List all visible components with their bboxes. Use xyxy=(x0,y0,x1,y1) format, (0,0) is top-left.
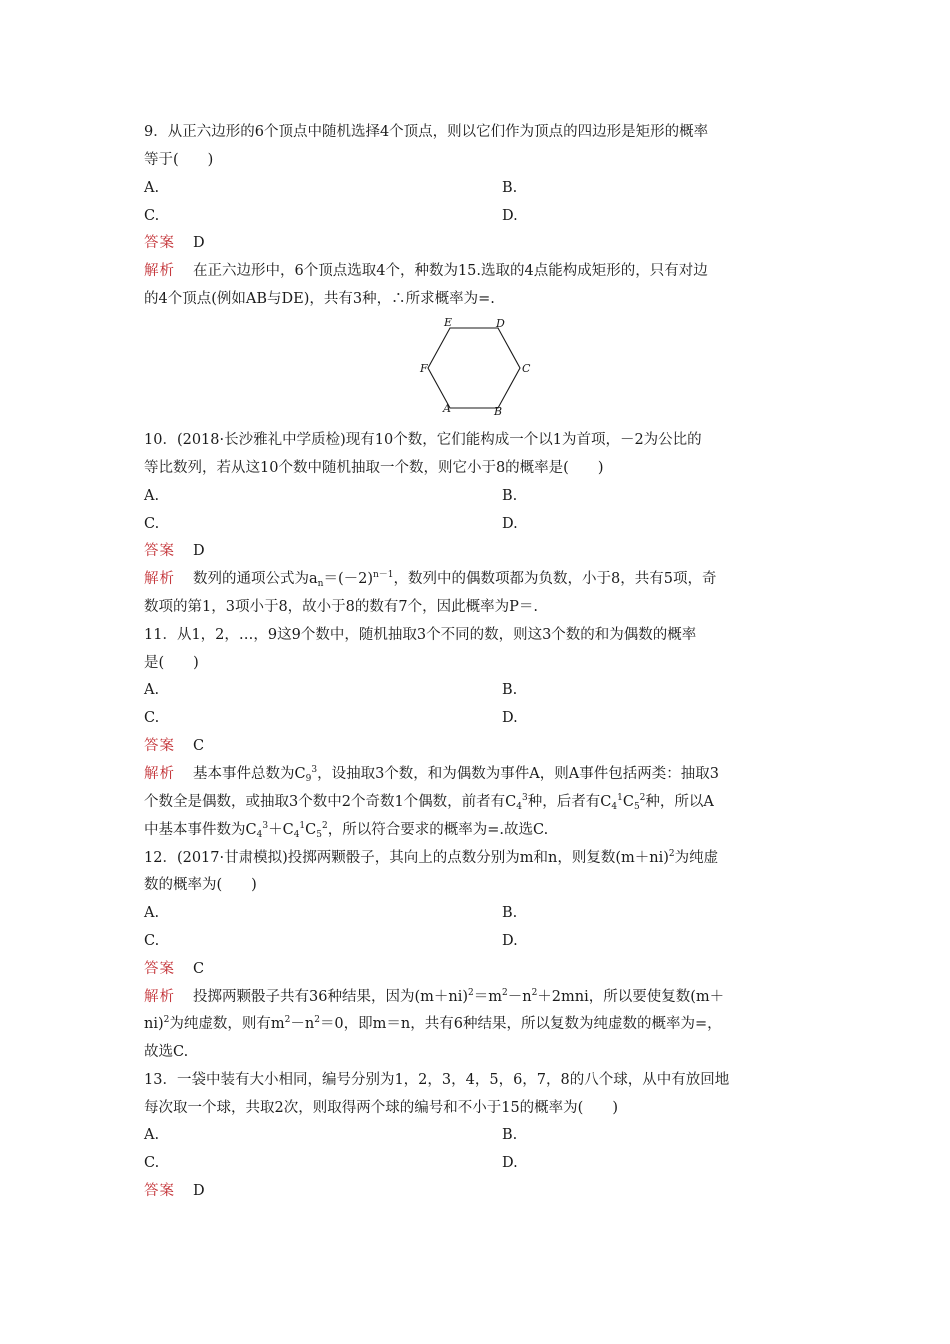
q9-answer: D xyxy=(193,235,205,251)
q11-analysis-line3 xyxy=(144,819,548,841)
q11-a2-sub2: 4 xyxy=(611,802,618,812)
q11-a1-pre: 基本事件总数为C xyxy=(193,766,306,782)
q13-option-b: B. xyxy=(502,1127,518,1143)
q10-option-d: D. xyxy=(502,516,518,532)
q9-analysis-text1: 在正六边形中，6个顶点选取4个，种数为15.选取的4点能构成矩形的，只有对边 xyxy=(193,263,708,279)
q12-stem-line1 xyxy=(144,847,718,869)
q12-a1-mid2: －n xyxy=(507,989,532,1005)
q11-a2-sup3: 2 xyxy=(639,793,646,803)
q11-a3-sub3: 5 xyxy=(316,830,322,840)
q11-stem-line1: 11．从1，2，…，9这9个数中，随机抽取3个不同的数，则这3个数的和为偶数的概率 xyxy=(144,627,697,643)
q12-a1-sup3: 2 xyxy=(531,988,538,998)
q11-option-d: D. xyxy=(502,710,518,726)
q13-answer: D xyxy=(193,1183,205,1199)
q11-a3-c: C xyxy=(305,822,317,838)
q11-a2-pre: 个数全是偶数，或抽取3个数中2个奇数1个偶数，前者有C xyxy=(144,794,517,810)
q12-analysis-line2 xyxy=(144,1013,722,1035)
q12-a1-post: ＋2mni，所以要使复数(m＋ xyxy=(537,989,725,1005)
q11-answer-row xyxy=(144,735,204,757)
q11-answer: C xyxy=(193,738,205,754)
q9-answer-row xyxy=(144,232,205,254)
hex-label-e: E xyxy=(444,316,453,329)
q9-analysis-line1 xyxy=(144,260,708,282)
q12-l1-pre: 12．(2017·甘肃模拟)投掷两颗骰子，其向上的点数分别为m和n，则复数(m＋ni) xyxy=(144,850,669,866)
q11-a3-pre: 中基本事件数为C xyxy=(144,822,257,838)
q12-analysis-line3: 故选C. xyxy=(144,1044,189,1060)
q10-analysis-line1 xyxy=(144,568,716,590)
q10-stem-line1: 10．(2018·长沙雅礼中学质检)现有10个数，它们能构成一个以1为首项，－2为公比的 xyxy=(144,432,702,448)
q13-option-a: A. xyxy=(144,1127,160,1143)
q11-a3-plus: ＋C xyxy=(268,822,294,838)
q13-answer-row xyxy=(144,1180,205,1202)
analysis-label: 解析 xyxy=(144,989,175,1005)
q12-a2-sup1: 2 xyxy=(163,1015,170,1025)
q11-analysis-line1 xyxy=(144,763,719,785)
analysis-label: 解析 xyxy=(144,766,175,782)
q12-a1-mid: ＝m xyxy=(473,989,502,1005)
q11-option-b: B. xyxy=(502,682,518,698)
q10-answer-row xyxy=(144,540,205,562)
q9-option-b: B. xyxy=(502,180,518,196)
q12-a2-sup2: 2 xyxy=(284,1015,291,1025)
q12-a2-post: ＝0，即m＝n，共有6种结果，所以复数为纯虚数的概率为=， xyxy=(319,1016,722,1032)
q12-option-c: C. xyxy=(144,933,160,949)
q11-a2-sup2: 1 xyxy=(617,793,623,803)
analysis-label: 解析 xyxy=(144,263,175,279)
q9-option-a: A. xyxy=(144,180,160,196)
hex-label-d: D xyxy=(496,317,505,330)
hexagon-shape xyxy=(428,328,520,408)
q11-a3-sub2: 4 xyxy=(293,830,300,840)
q12-a2-mid: 为纯虚数，则有m xyxy=(169,1016,285,1032)
q12-a1-sup1: 2 xyxy=(468,988,474,998)
q11-option-a: A. xyxy=(144,682,160,698)
q11-a1-sub: 9 xyxy=(305,774,312,784)
q10-a1-post: ，数列中的偶数项都为负数，小于8，共有5项，奇 xyxy=(393,571,717,587)
q11-a1-sup: 3 xyxy=(311,765,318,775)
q9-analysis-line2: 的4个顶点(例如AB与DE)，共有3种，∴所求概率为=. xyxy=(144,291,495,307)
q10-stem-line2: 等比数列，若从这10个数中随机抽取一个数，则它小于8的概率是( ) xyxy=(144,460,604,476)
q12-analysis-line1 xyxy=(144,986,724,1008)
q11-option-c: C. xyxy=(144,710,160,726)
q11-a2-sup1: 3 xyxy=(522,793,528,803)
q10-a1-pre: 数列的通项公式为a xyxy=(193,571,318,587)
q11-a3-sup3: 2 xyxy=(322,821,328,831)
q9-stem-line2: 等于( ) xyxy=(144,152,214,168)
q13-option-d: D. xyxy=(502,1155,518,1171)
q9-option-d: D. xyxy=(502,208,518,224)
q13-stem-line2: 每次取一个球，共取2次，则取得两个球的编号和不小于15的概率为( ) xyxy=(144,1100,618,1116)
q11-a2-mid: 种，后者有C xyxy=(527,794,612,810)
q10-analysis-line2: 数项的第1，3项小于8，故小于8的数有7个，因此概率为P＝. xyxy=(144,599,538,615)
q10-a1-sub: n xyxy=(317,579,324,589)
q13-option-c: C. xyxy=(144,1155,160,1171)
q12-a2-sup3: 2 xyxy=(314,1015,320,1025)
q10-answer: D xyxy=(193,543,205,559)
q10-option-a: A. xyxy=(144,488,160,504)
q11-a3-sub1: 4 xyxy=(256,830,263,840)
q12-l1-sup: 2 xyxy=(668,849,675,859)
q11-a2-sub3: 5 xyxy=(633,802,640,812)
q11-a2-sub1: 4 xyxy=(516,802,523,812)
q11-stem-line2: 是( ) xyxy=(144,655,199,671)
q9-option-c: C. xyxy=(144,208,160,224)
hex-label-a: A xyxy=(443,402,451,415)
q11-analysis-line2 xyxy=(144,791,714,813)
q12-option-b: B. xyxy=(502,905,518,921)
q9-stem-line1: 9．从正六边形的6个顶点中随机选择4个顶点，则以它们作为顶点的四边形是矩形的概率 xyxy=(144,124,709,140)
hex-label-c: C xyxy=(522,362,531,375)
answer-label: 答案 xyxy=(144,1183,175,1199)
q12-a1-pre: 投掷两颗骰子共有36种结果，因为(m＋ni) xyxy=(193,989,468,1005)
analysis-label: 解析 xyxy=(144,571,175,587)
q10-a1-mid: ＝(－2) xyxy=(323,571,373,587)
q12-a2-mid2: －n xyxy=(290,1016,315,1032)
q11-a1-post: ，设抽取3个数，和为偶数为事件A，则A事件包括两类：抽取3 xyxy=(317,766,719,782)
q12-a1-sup2: 2 xyxy=(501,988,508,998)
q11-a2-c: C xyxy=(622,794,634,810)
q12-answer: C xyxy=(193,961,205,977)
answer-label: 答案 xyxy=(144,543,175,559)
q10-option-b: B. xyxy=(502,488,518,504)
q11-a2-post: 种，所以A xyxy=(645,794,714,810)
q10-option-c: C. xyxy=(144,516,160,532)
q10-a1-sup: n－1 xyxy=(373,570,394,580)
q11-a3-post: ，所以符合要求的概率为=.故选C. xyxy=(327,822,549,838)
answer-label: 答案 xyxy=(144,235,175,251)
q12-option-a: A. xyxy=(144,905,160,921)
q12-option-d: D. xyxy=(502,933,518,949)
hex-label-f: F xyxy=(420,362,428,375)
q13-stem-line1: 13．一袋中装有大小相同，编号分别为1，2，3，4，5，6，7，8的八个球，从中有放回地 xyxy=(144,1072,730,1088)
answer-label: 答案 xyxy=(144,738,175,754)
q11-a3-sup2: 1 xyxy=(299,821,306,831)
answer-label: 答案 xyxy=(144,961,175,977)
q12-answer-row xyxy=(144,958,204,980)
q12-a2-pre: ni) xyxy=(144,1016,164,1032)
q11-a3-sup1: 3 xyxy=(262,821,269,831)
hexagon-figure xyxy=(416,316,536,420)
q12-stem-line2: 数的概率为( ) xyxy=(144,877,257,893)
q12-l1-post: 为纯虚 xyxy=(674,850,719,866)
hex-label-b: B xyxy=(494,405,503,418)
